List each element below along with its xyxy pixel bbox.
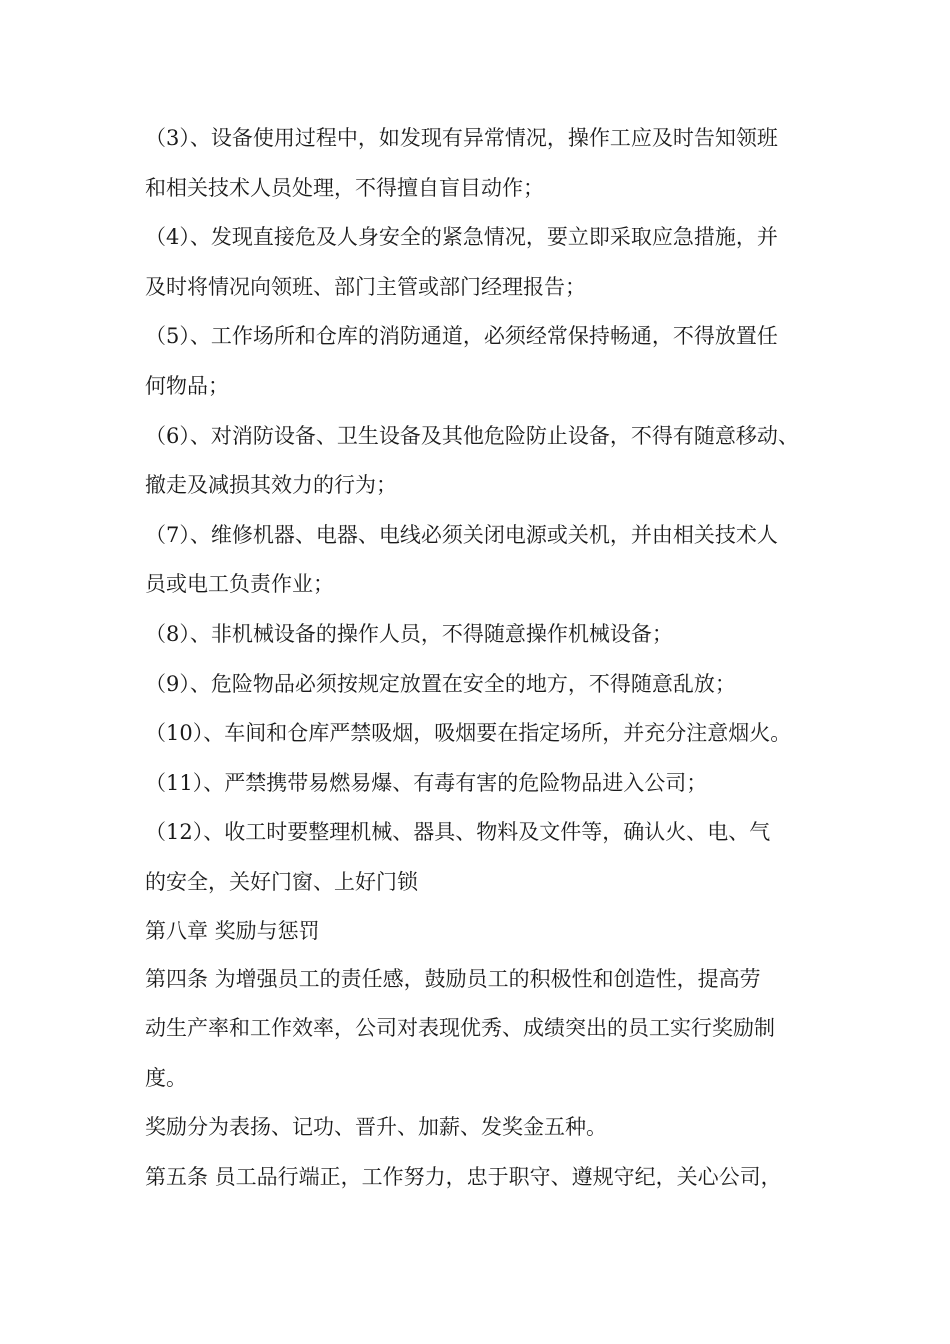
document-body <box>145 114 813 1202</box>
text-line: 第四条 为增强员工的责任感，鼓励员工的积极性和创造性，提高劳 <box>145 966 761 991</box>
text-line: （4）、发现直接危及人身安全的紧急情况，要立即采取应急措施，并 <box>145 225 778 250</box>
text-line: 及时将情况向领班、部门主管或部门经理报告； <box>145 274 586 299</box>
text-line: 的安全，关好门窗、上好门锁 <box>145 869 418 894</box>
text-line: 何物品； <box>145 373 229 398</box>
text-line: （10）、车间和仓库严禁吸烟，吸烟要在指定场所，并充分注意烟火。 <box>145 721 792 746</box>
text-line: 撤走及减损其效力的行为； <box>145 473 397 498</box>
text-line: 第五条 员工品行端正，工作努力，忠于职守、遵规守纪，关心公司， <box>145 1164 782 1189</box>
text-line: （11）、严禁携带易燃易爆、有毒有害的危险物品进入公司； <box>145 770 708 795</box>
text-line: （7）、维修机器、电器、电线必须关闭电源或关机，并由相关技术人 <box>145 522 778 547</box>
chapter-heading: 第八章 奖励与惩罚 <box>145 918 320 943</box>
text-line: （12）、收工时要整理机械、器具、物料及文件等，确认火、电、气 <box>145 820 771 845</box>
text-line: （8）、非机械设备的操作人员，不得随意操作机械设备； <box>145 621 673 646</box>
text-line: （3）、设备使用过程中，如发现有异常情况，操作工应及时告知领班 <box>145 126 778 150</box>
text-line: （6）、对消防设备、卫生设备及其他危险防止设备，不得有随意移动、 <box>145 423 799 448</box>
text-line: 动生产率和工作效率，公司对表现优秀、成绩突出的员工实行奖励制 <box>145 1016 775 1041</box>
text-line: 和相关技术人员处理，不得擅自盲目动作； <box>145 175 544 200</box>
text-line: （9）、危险物品必须按规定放置在安全的地方，不得随意乱放； <box>145 671 736 696</box>
text-line: 奖励分为表扬、记功、晋升、加薪、发奖金五种。 <box>145 1115 607 1140</box>
text-line: （5）、工作场所和仓库的消防通道，必须经常保持畅通，不得放置任 <box>145 324 778 349</box>
text-line: 员或电工负责作业； <box>145 572 334 597</box>
text-line: 度。 <box>145 1065 187 1090</box>
